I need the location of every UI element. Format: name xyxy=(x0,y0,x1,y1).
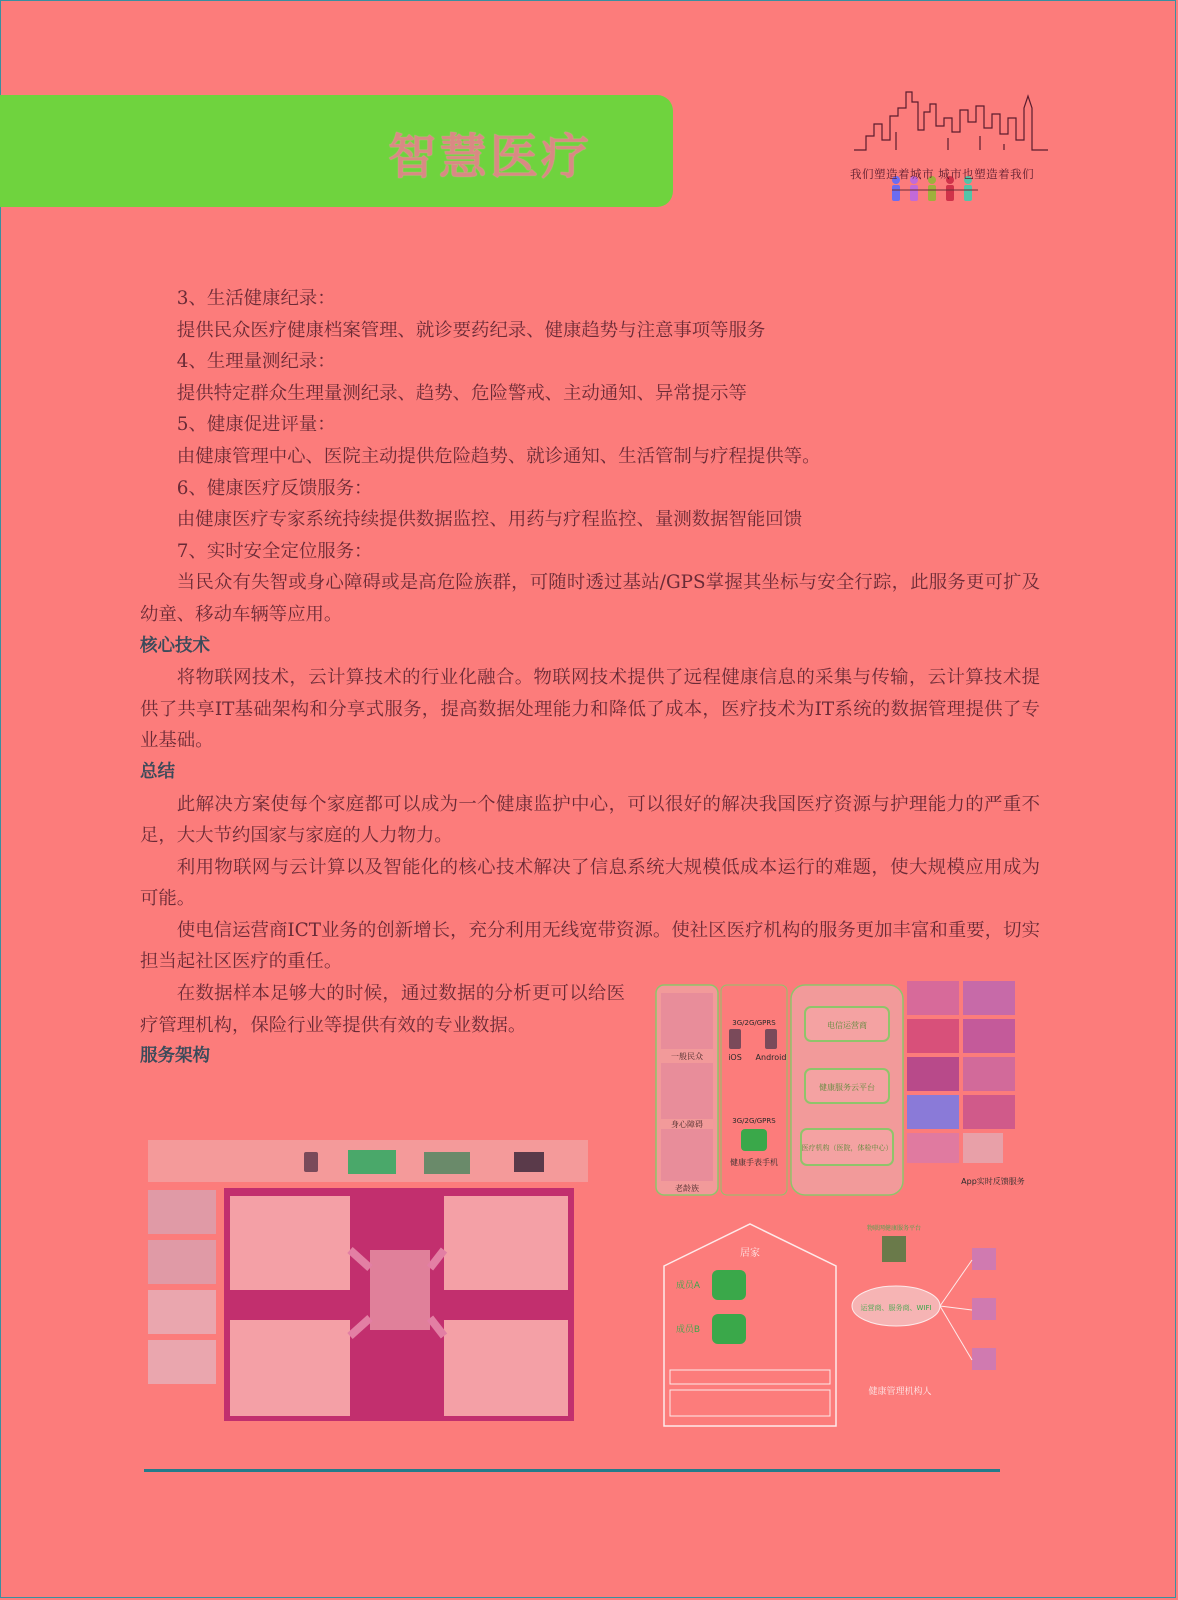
people-label-3: 老龄族 xyxy=(675,1184,699,1193)
summary-paragraph-2: 利用物联网与云计算以及智能化的核心技术解决了信息系统大规模低成本运行的难题，使大规模应用成为可能。 xyxy=(140,856,1040,910)
summary-paragraph-4: 在数据样本足够大的时候，通过数据的分析更可以给医疗管理机构，保险行业等提供有效的专业数据。 xyxy=(140,983,625,1036)
cloud-label: 运营商、服务商、WIFI xyxy=(860,1304,932,1312)
item5-title: 5、健康促进评量： xyxy=(176,414,336,436)
item3-title: 3、生活健康纪录： xyxy=(176,288,336,309)
people-label-2: 身心障碍 xyxy=(671,1120,703,1129)
city-skyline-logo xyxy=(852,88,1062,218)
os-ios: iOS xyxy=(728,1053,742,1062)
item6-body: 由健康医疗专家系统持续提供数据监控、用药与疗程监控、量测数据智能回馈 xyxy=(176,509,803,531)
member-a-label: 成员A xyxy=(675,1281,701,1291)
summary-paragraph-3: 使电信运营商ICT业务的创新增长，充分利用无线宽带资源。使社区医疗机构的服务更加丰富和重要，切实担当起社区医疗的重任。 xyxy=(140,919,1040,973)
app-feedback-label: App实时反馈服务 xyxy=(961,1177,1025,1186)
platform-screenshot-collage xyxy=(148,1140,588,1425)
os-android: Android xyxy=(755,1053,787,1062)
core-tech-body: 将物联网技术，云计算技术的行业化融合。物联网技术提供了远程健康信息的采集与传输，云计算技术提供了共享IT基础架构和分享式服务，提高数据处理能力和降低了成本，医疗技术为IT系统的数据管理提供了专业基础。 xyxy=(140,667,1040,752)
home-network-diagram xyxy=(660,1220,1040,1430)
bottom-divider xyxy=(144,1469,1000,1472)
institution-icons xyxy=(972,1248,996,1370)
watch-phone-label: 健康手表手机 xyxy=(730,1158,778,1167)
item3-body: 提供民众医疗健康档案管理、就诊要药纪录、健康趋势与注意事项等服务 xyxy=(176,319,766,341)
item4-title: 4、生理量测纪录： xyxy=(176,351,336,373)
service-flow-diagram xyxy=(655,979,1030,1199)
tagline: 我们塑造着城市 城市也塑造着我们 xyxy=(850,167,1035,181)
platform-label: 物联网健康服务平台 xyxy=(866,1225,922,1232)
page-title: 智慧医疗 xyxy=(388,129,593,185)
member-b-label: 成员B xyxy=(675,1325,701,1335)
item4-body: 提供特定群众生理量测纪录、趋势、危险警戒、主动通知、异常提示等 xyxy=(176,382,747,404)
item7-title: 7、实时安全定位服务： xyxy=(176,540,373,562)
manage-label: 健康管理机构人 xyxy=(868,1387,932,1397)
core-tech-heading: 核心技术 xyxy=(140,635,210,656)
center-box-1: 电信运营商 xyxy=(827,1021,867,1030)
network-label-2: 3G/2G/GPRS xyxy=(732,1117,776,1125)
item7-body: 当民众有失智或身心障碍或是高危险族群，可随时透过基站/GPS掌握其坐标与安全行踪，此服务更可扩及幼童、移动车辆等应用。 xyxy=(140,572,1040,625)
photo-strip xyxy=(148,1190,216,1384)
home-label: 居家 xyxy=(740,1248,760,1259)
summary-paragraph-1: 此解决方案使每个家庭都可以成为一个健康监护中心，可以很好的解决我国医疗资源与护理能力的严重不足，大大节约国家与家庭的人力物力。 xyxy=(140,793,1040,847)
center-box-2: 健康服务云平台 xyxy=(819,1083,875,1092)
network-label-1: 3G/2G/GPRS xyxy=(732,1019,776,1027)
item6-title: 6、健康医疗反馈服务： xyxy=(176,477,373,499)
summary-heading: 总结 xyxy=(140,761,175,782)
service-thumbnails xyxy=(907,981,1015,1163)
item5-body: 由健康管理中心、医院主动提供危险趋势、就诊通知、生活管制与疗程提供等。 xyxy=(176,445,821,467)
people-label-1: 一般民众 xyxy=(671,1052,703,1061)
body-text xyxy=(140,283,1040,1073)
center-box-3: 医疗机构（医院，体检中心） xyxy=(801,1144,893,1152)
service-architecture-heading: 服务架构 xyxy=(140,1046,210,1067)
